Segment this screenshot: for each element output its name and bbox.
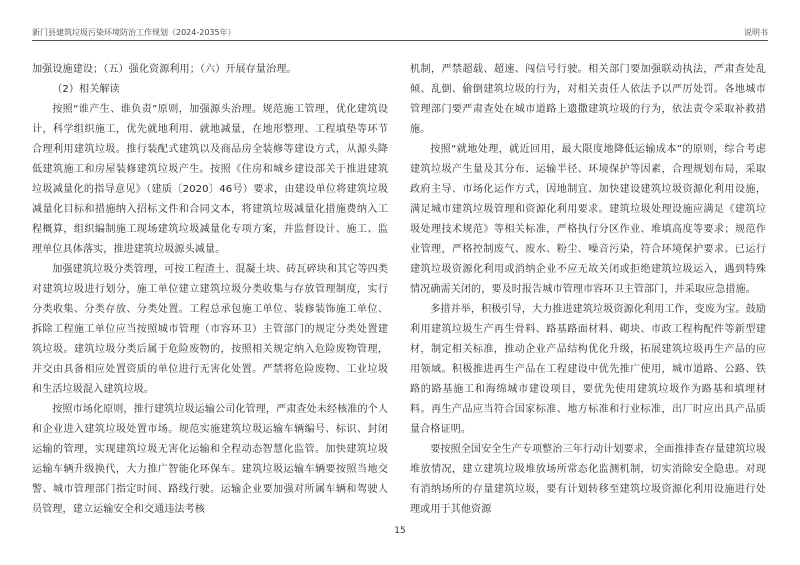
paragraph: 机制，严禁超载、超速、闯信号行驶。相关部门要加强联动执法，严肃查处乱倾、乱倒、偷倒建筑垃圾的行为，对相关责任人依法予以严厉处罚。各地城市管理部门要严肃查处在城市道路上遗撒建筑垃圾的行为，依法责令采取补救措施。 (410, 64, 766, 135)
paragraph: 加强设施建设；（五）强化资源利用；（六）开展存量治理。 (32, 64, 297, 75)
paragraph: 按照“就地处理，就近回用，最大限度地降低运输成本”的原则，综合考虑建筑垃圾产生量及其分布、运输半径、环境保护等因素，合理规划布局，采取政府主导、市场化运作方式，因地制宜、加快建设建筑垃圾资源化利用设施，满足城市建筑垃圾管理和资源化利用要求。建筑垃圾处理设施应满足《建筑垃圾处理技术规范》等相关标准，严格执行分区作业、堆填高度等要求；规范作业管理，严格控制废气、废水、粉尘、噪音污染，符合环境保护要求。已运行建筑垃圾资源化利用或消纳企业不应无故关闭或拒绝建筑垃圾运入，遇到特殊情况确需关闭的，要及时报告城市管理市容环卫主管部门，并采取应急措施。 (410, 144, 766, 295)
header-divider (32, 40, 768, 41)
right-text-column (410, 60, 766, 520)
running-header-section: 说明书 (744, 28, 768, 37)
paragraph: 按照“谁产生、谁负责”原则，加强源头治理。规范施工管理，优化建筑设计，科学组织施工，优先就地利用、就地减量，在地形整理、工程填垫等环节合理利用建筑垃圾。推行装配式建筑以及商品房全装修等建设方式，从源头降低建筑施工和房屋装修建筑垃圾产生。按照《住房和城乡建设部关于推进建筑垃圾减量化的指导意见》（建质〔2020〕46号）要求，由建设单位将建筑垃圾减量化目标和措施纳入招标文件和合同文本，将建筑垃圾减量化措施费纳入工程概算，组织编制施工现场建筑垃圾减量化专项方案，并监督设计、施工、监理单位具体落实，推进建筑垃圾源头减量。 (32, 104, 388, 255)
running-header-title: 新门县建筑垃圾污染环境防治工作规划（2024-2035年） (32, 28, 236, 37)
paragraph: 按照市场化原则，推行建筑垃圾运输公司化管理，严肃查处未经核准的个人和企业进入建筑垃圾处置市场。规范实施建筑垃圾运输车辆编号、标识、封闭运输的管理，实现建筑垃圾无害化运输和全程动态智慧化监管。加快建筑垃圾运输车辆升级换代，大力推广智能化环保车。建筑垃圾运输车辆要按照当地交警、城市管理部门指定时间、路线行驶。运输企业要加强对所属车辆和驾驶人员管理，建立运输安全和交通违法考核 (32, 404, 388, 515)
paragraph: 要按照全国安全生产专项整治三年行动计划要求，全面推排查存量建筑垃圾堆放情况，建立建筑垃圾堆放场所常态化监测机制，切实消除安全隐患。对现有消纳场所的存量建筑垃圾，要有计划转移至建筑垃圾资源化利用设施进行处理或用于其他资源 (410, 444, 766, 515)
paragraph: 多措并举，积极引导，大力推进建筑垃圾资源化利用工作，变废为宝。鼓励利用建筑垃圾生产再生骨料、路基路面材料、砌块、市政工程构配件等新型建材，制定相关标准，推动企业产品结构优化升级，拓展建筑垃圾再生产品的应用领域。积极推进再生产品在工程建设中优先推广使用，城市道路、公路、铁路的路基施工和海绵城市建设项目，要优先使用建筑垃圾作为路基和填埋材料。再生产品应当符合国家标准、地方标准和行业标准，出厂时应出具产品质量合格证明。 (410, 304, 766, 435)
paragraph: 加强建筑垃圾分类管理，可按工程渣土、混凝土块、砖瓦碎块和其它等四类对建筑垃圾进行划分，施工单位建立建筑垃圾分类收集与存放管理制度，实行分类收集、分类存放、分类处置。工程总承包施工单位、装修装饰施工单位、拆除工程施工单位应当按照城市管理（市容环卫）主管部门的规定分类处置建筑垃圾。建筑垃圾分类后属于危险废物的，按照相关规定纳入危险废物管理，并交由具备相应处置资质的单位进行无害化处置。严禁将危险废物、工业垃圾和生活垃圾混入建筑垃圾。 (32, 264, 388, 395)
page-number: 15 (394, 526, 406, 536)
left-text-column (32, 60, 388, 520)
section-subheading: （2）相关解读 (52, 84, 120, 95)
